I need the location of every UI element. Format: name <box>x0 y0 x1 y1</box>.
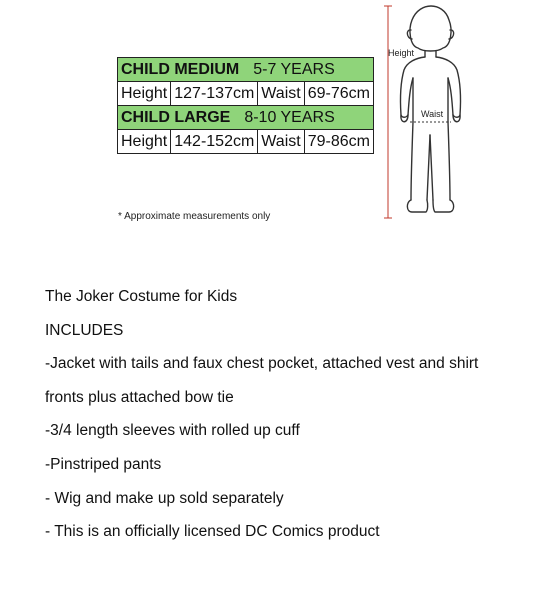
product-title: The Joker Costume for Kids <box>45 288 238 305</box>
size-name: CHILD MEDIUM <box>121 61 240 78</box>
size-name: CHILD LARGE <box>121 109 231 126</box>
feature-line: - Wig and make up sold separately <box>45 489 284 507</box>
height-label: Height <box>118 130 171 154</box>
height-value: 142-152cm <box>171 130 258 154</box>
child-figure-illustration <box>380 0 480 225</box>
height-value: 127-137cm <box>171 82 258 106</box>
waist-value: 69-76cm <box>304 82 373 106</box>
feature-line: -3/4 length sleeves with rolled up cuff <box>45 422 300 440</box>
feature-line: -Jacket with tails and faux chest pocket, attached vest and shirt <box>45 355 479 373</box>
height-label: Height <box>388 48 415 58</box>
size-row-large <box>118 106 374 130</box>
waist-value: 79-86cm <box>304 130 373 154</box>
measurement-footnote: * Approximate measurements only <box>118 211 271 222</box>
size-age: 8-10 YEARS <box>244 109 335 126</box>
height-label: Height <box>118 82 171 106</box>
measurement-row-medium <box>118 82 374 106</box>
includes-heading: INCLUDES <box>45 321 124 339</box>
waist-label: Waist <box>258 82 304 106</box>
feature-line: -Pinstriped pants <box>45 455 162 473</box>
measurement-row-large <box>118 130 374 154</box>
product-description <box>45 280 545 549</box>
size-age: 5-7 YEARS <box>253 61 335 78</box>
size-row-medium <box>118 58 374 82</box>
size-chart-table <box>117 57 374 154</box>
waist-label: Waist <box>421 109 444 119</box>
feature-line: - This is an officially licensed DC Comics product <box>45 523 380 541</box>
feature-line: fronts plus attached bow tie <box>45 388 234 406</box>
waist-label: Waist <box>258 130 304 154</box>
